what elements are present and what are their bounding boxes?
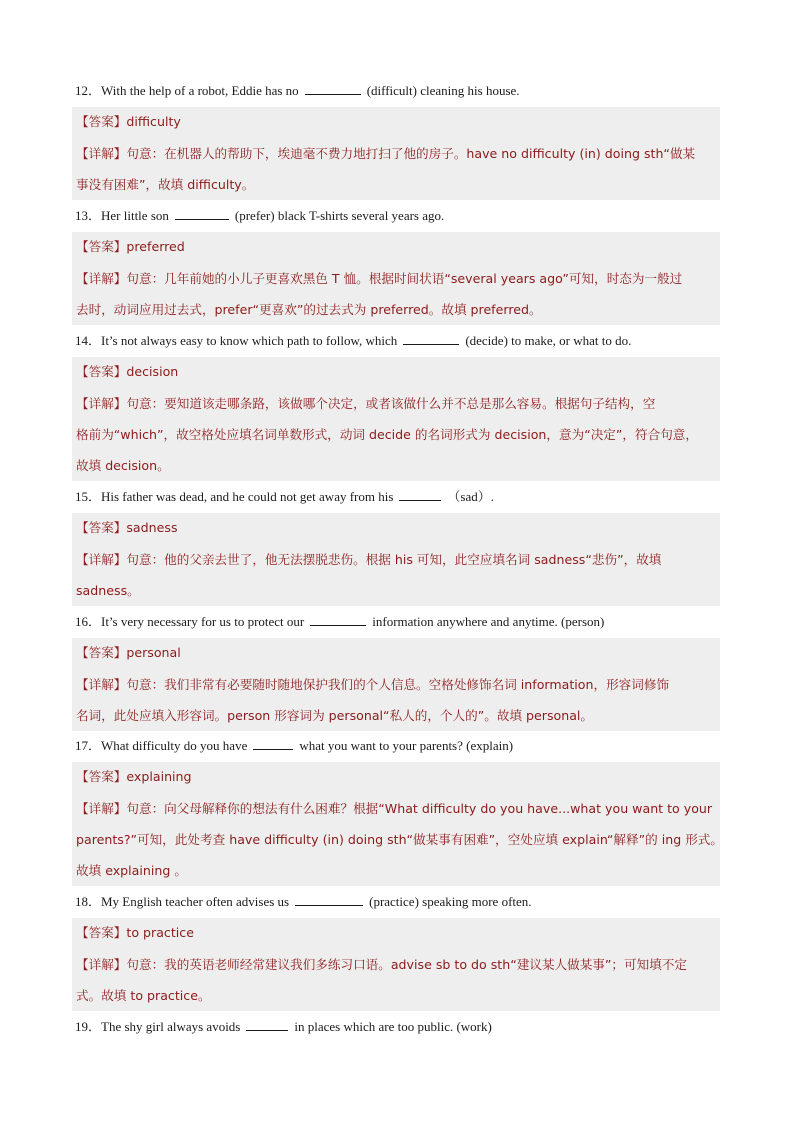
answer-box-14 <box>72 357 720 481</box>
detail-line: 【详解】句意：要知道该走哪条路，该做哪个决定，或者该做什么并不总是那么容易。根据句子结构，空 <box>76 396 656 411</box>
question-text-before: 18．My English teacher often advises us <box>75 894 290 909</box>
question-text-before: 13．Her little son <box>75 208 169 223</box>
answer-line: 【答案】decision <box>76 364 179 379</box>
answer-box-12 <box>72 107 720 200</box>
question-text-after: what you want to your parents? (explain) <box>299 738 514 753</box>
detail-line: 格前为“which”，故空格处应填名词单数形式，动词 decide 的名词形式为 decision，意为“决定”，符合句意， <box>76 427 698 442</box>
question-text-after: (decide) to make, or what to do. <box>465 333 632 348</box>
answer-blank <box>295 893 363 906</box>
question-text-before: 14．It’s not always easy to know which path to follow, which <box>75 333 398 348</box>
answer-line: 【答案】explaining <box>76 769 192 784</box>
question-text-after: （sad）. <box>447 489 495 504</box>
detail-line: 【详解】句意：我的英语老师经常建议我们多练习口语。advise sb to do sth“建议某人做某事”；可知填不定 <box>76 957 687 972</box>
question-text-after: (prefer) black T-shirts several years ago. <box>234 208 445 223</box>
answer-blank <box>246 1018 288 1031</box>
question-15 <box>75 487 735 507</box>
answer-box-18 <box>72 918 720 1011</box>
detail-line: 【详解】句意：他的父亲去世了，他无法摆脱悲伤。根据 his 可知，此空应填名词 sadness“悲伤”，故填 <box>76 552 662 567</box>
detail-line: parents?”可知，此处考查 have difficulty (in) doing sth“做某事有困难”，空处应填 explain“解释”的 ing 形式。 <box>76 832 723 847</box>
detail-line: 名词，此处应填入形容词。person 形容词为 personal“私人的，个人的”。故填 personal。 <box>76 708 594 723</box>
question-text-before: 15．His father was dead, and he could not get away from his <box>75 489 394 504</box>
question-19 <box>75 1017 735 1037</box>
question-13 <box>75 206 735 226</box>
question-text-before: 16．It’s very necessary for us to protect our <box>75 614 305 629</box>
question-12 <box>75 81 735 101</box>
detail-line: 式。故填 to practice。 <box>76 988 211 1003</box>
question-text-after: in places which are too public. (work) <box>294 1019 492 1034</box>
question-text-before: 17．What difficulty do you have <box>75 738 248 753</box>
detail-line: 故填 explaining 。 <box>76 863 187 878</box>
question-text-after: (difficult) cleaning his house. <box>366 83 520 98</box>
detail-line: sadness。 <box>76 583 140 598</box>
detail-line: 【详解】句意：在机器人的帮助下，埃迪毫不费力地打扫了他的房子。have no difficulty (in) doing sth“做某 <box>76 146 696 161</box>
answer-line: 【答案】sadness <box>76 520 178 535</box>
answer-blank <box>403 332 459 345</box>
answer-box-17 <box>72 762 723 886</box>
answer-blank <box>310 613 366 626</box>
answer-box-15 <box>72 513 720 606</box>
detail-line: 【详解】句意：向父母解释你的想法有什么困难？根据“What difficulty do you have...what you want to your <box>76 801 713 816</box>
answer-line: 【答案】personal <box>76 645 181 660</box>
detail-line: 故填 decision。 <box>76 458 170 473</box>
answer-line: 【答案】to practice <box>76 925 194 940</box>
answer-blank <box>399 488 441 501</box>
question-18 <box>75 892 735 912</box>
answer-line: 【答案】difficulty <box>76 114 181 129</box>
question-text-before: 19．The shy girl always avoids <box>75 1019 241 1034</box>
detail-line: 去时，动词应用过去式，prefer“更喜欢”的过去式为 preferred。故填 preferred。 <box>76 302 542 317</box>
question-14 <box>75 331 735 351</box>
answer-blank <box>253 737 293 750</box>
answer-blank <box>305 82 361 95</box>
question-text-after: information anywhere and anytime. (person) <box>372 614 605 629</box>
question-16 <box>75 612 735 632</box>
question-17 <box>75 736 735 756</box>
question-text-after: (practice) speaking more often. <box>369 894 532 909</box>
detail-line: 【详解】句意：几年前她的小儿子更喜欢黑色 T 恤。根据时间状语“several years ago”可知，时态为一般过 <box>76 271 683 286</box>
answer-box-13 <box>72 232 720 325</box>
answer-box-16 <box>72 638 720 731</box>
question-text-before: 12．With the help of a robot, Eddie has no <box>75 83 299 98</box>
detail-line: 事没有困难”，故填 difficulty。 <box>76 177 255 192</box>
answer-line: 【答案】preferred <box>76 239 185 254</box>
detail-line: 【详解】句意：我们非常有必要随时随地保护我们的个人信息。空格处修饰名词 information，形容词修饰 <box>76 677 670 692</box>
answer-blank <box>175 207 229 220</box>
